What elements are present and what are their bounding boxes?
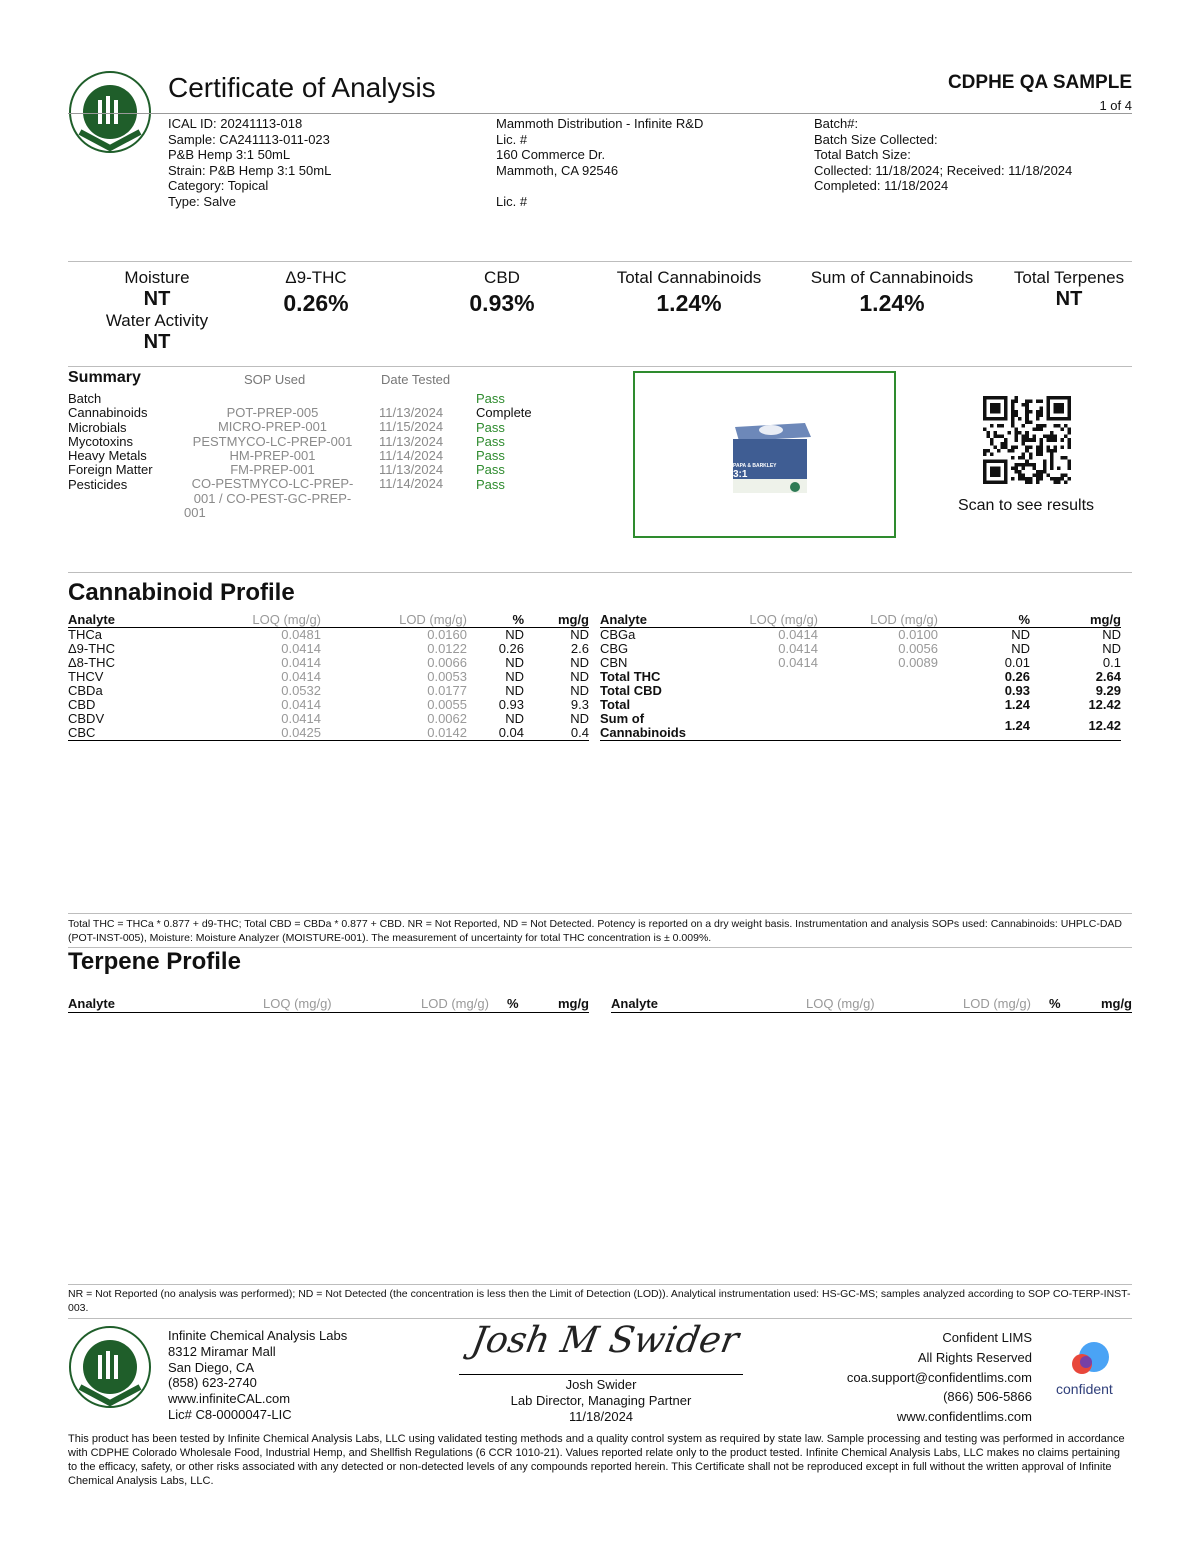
kpi-cbd bbox=[422, 268, 582, 317]
lod: 0.0089 bbox=[898, 655, 938, 670]
qr-code[interactable] bbox=[983, 396, 1071, 484]
kpi-label: Water Activity bbox=[105, 311, 209, 330]
sum-label bbox=[600, 712, 690, 741]
mg: ND bbox=[570, 669, 589, 684]
total-label: Total THC bbox=[600, 669, 661, 684]
cannabinoid-title: Cannabinoid Profile bbox=[68, 579, 295, 606]
lims-line[interactable]: www.confidentlims.com bbox=[896, 1409, 1032, 1425]
sample-info-line: P&B Hemp 3:1 50mL bbox=[168, 147, 291, 162]
analyte: CBC bbox=[68, 726, 158, 741]
total-label: Total CBD bbox=[600, 683, 662, 698]
analyte: CBG bbox=[600, 641, 629, 656]
summary-date: 11/15/2024 bbox=[379, 419, 444, 435]
summary-result: Pass bbox=[476, 433, 505, 449]
lab-contact-line[interactable]: www.infiniteCAL.com bbox=[168, 1391, 291, 1407]
kpi-total-cannabinoids bbox=[600, 268, 778, 317]
kpi-moisture bbox=[82, 268, 232, 354]
kpi-value: 0.93% bbox=[469, 290, 535, 316]
col-pct: % bbox=[938, 613, 1030, 628]
mg: 0.4 bbox=[524, 726, 589, 741]
lab-contact-line: 8312 Miramar Mall bbox=[168, 1343, 276, 1359]
summary-result: Pass bbox=[476, 391, 505, 406]
summary-sop: FM-PREP-001 bbox=[230, 462, 315, 478]
page-number: 1 of 4 bbox=[1099, 98, 1132, 113]
pct: 1.24 bbox=[1004, 697, 1030, 712]
summary-result: Complete bbox=[476, 405, 532, 421]
client-info-line: Mammoth Distribution - Infinite R&D bbox=[496, 116, 704, 131]
mg: ND bbox=[570, 683, 589, 698]
table-row bbox=[600, 642, 1121, 656]
summary-sop: PESTMYCO-LC-PREP-001 bbox=[192, 433, 353, 449]
table-row bbox=[68, 628, 589, 643]
client-info-line: Lic. # bbox=[496, 131, 528, 147]
pct: ND bbox=[1011, 627, 1030, 642]
client-info bbox=[496, 116, 703, 210]
kpi-total-terpenes bbox=[1004, 268, 1134, 311]
summary-label: Heavy Metals bbox=[68, 448, 147, 464]
col-lod: LOD (mg/g) bbox=[321, 613, 467, 628]
pct: ND bbox=[505, 683, 524, 698]
summary-sop: POT-PREP-005 bbox=[226, 405, 319, 420]
confident-brand: confident bbox=[1056, 1381, 1113, 1397]
summary-sop: MICRO-PREP-001 bbox=[217, 419, 328, 435]
pct: 0.93 bbox=[498, 697, 524, 712]
pct: 0.26 bbox=[1004, 669, 1030, 684]
col-loq: LOQ (mg/g) bbox=[806, 996, 875, 1011]
sum-label-line: Cannabinoids bbox=[600, 725, 686, 740]
loq: 0.0414 bbox=[778, 627, 818, 642]
signer-line: 11/18/2024 bbox=[568, 1409, 634, 1424]
pct: ND bbox=[1011, 641, 1030, 656]
mg: ND bbox=[1102, 627, 1121, 642]
summary-result: Pass bbox=[476, 462, 505, 478]
summary-date: 11/13/2024 bbox=[379, 433, 444, 449]
table-row bbox=[68, 656, 589, 670]
batch-info-line: Completed: 11/18/2024 bbox=[814, 178, 949, 193]
summary-label: Microbials bbox=[68, 419, 127, 435]
lod: 0.0062 bbox=[427, 711, 467, 726]
lod: 0.0056 bbox=[898, 641, 938, 656]
sample-info-line: Type: Salve bbox=[168, 193, 236, 209]
mg: ND bbox=[570, 711, 589, 726]
qa-sample-label: CDPHE QA SAMPLE bbox=[947, 72, 1132, 93]
loq: 0.0414 bbox=[281, 669, 321, 684]
analyte: THCV bbox=[68, 669, 104, 684]
product-image-frame bbox=[633, 371, 896, 538]
summary-date: 11/13/2024 bbox=[379, 405, 444, 420]
col-pct: % bbox=[507, 996, 519, 1011]
mg: 12.42 bbox=[1088, 697, 1121, 712]
mg: ND bbox=[570, 627, 589, 642]
col-analyte: Analyte bbox=[68, 613, 158, 628]
batch-info-line: Batch#: bbox=[814, 116, 859, 131]
lod: 0.0055 bbox=[427, 697, 467, 712]
col-mg: mg/g bbox=[557, 996, 589, 1011]
col-loq: LOQ (mg/g) bbox=[263, 996, 332, 1011]
sum-label-line: Sum of bbox=[600, 711, 645, 726]
product-image bbox=[727, 417, 813, 497]
lab-contact bbox=[168, 1328, 347, 1423]
lod: 0.0066 bbox=[427, 655, 467, 670]
analyte: CBN bbox=[600, 655, 628, 670]
lod: 0.0053 bbox=[427, 669, 467, 684]
kpi-label: Sum of Cannabinoids bbox=[810, 268, 974, 287]
pct: ND bbox=[505, 627, 524, 642]
loq: 0.0425 bbox=[158, 726, 321, 741]
loq: 0.0414 bbox=[778, 641, 818, 656]
sum-row bbox=[600, 712, 1121, 741]
analyte: CBGa bbox=[600, 627, 636, 642]
page-title: Certificate of Analysis bbox=[168, 72, 436, 103]
col-mg: mg/g bbox=[1100, 996, 1132, 1011]
loq: 0.0481 bbox=[281, 627, 321, 642]
sample-info-line: Sample: CA241113-011-023 bbox=[168, 131, 330, 147]
batch-info bbox=[814, 116, 1072, 194]
sample-info-line: ICAL ID: 20241113-018 bbox=[168, 116, 303, 131]
summary-result: Pass bbox=[476, 448, 505, 464]
col-analyte: Analyte bbox=[611, 996, 658, 1011]
analyte: Δ8-THC bbox=[68, 655, 115, 670]
terpene-header-left bbox=[68, 996, 589, 1013]
loq: 0.0414 bbox=[281, 655, 321, 670]
kpi-value: 0.26% bbox=[283, 290, 349, 316]
loq: 0.0414 bbox=[281, 697, 321, 712]
summary-sop: 001 bbox=[184, 505, 206, 521]
lab-contact-line: Lic# C8-0000047-LIC bbox=[168, 1406, 292, 1422]
kpi-value: NT bbox=[143, 331, 171, 353]
sample-info-line: Strain: P&B Hemp 3:1 50mL bbox=[168, 162, 332, 178]
kpi-label: Δ9-THC bbox=[285, 268, 347, 287]
lims-line: (866) 506-5866 bbox=[943, 1389, 1032, 1405]
summary-sop: CO-PESTMYCO-LC-PREP- bbox=[191, 476, 354, 492]
col-lod: LOD (mg/g) bbox=[818, 613, 938, 628]
signer-line: Josh Swider bbox=[565, 1377, 637, 1392]
batch-info-line: Total Batch Size: bbox=[814, 147, 911, 162]
table-row bbox=[68, 642, 589, 656]
col-pct: % bbox=[467, 613, 524, 628]
client-info-line: 160 Commerce Dr. bbox=[496, 147, 606, 162]
mg: 9.29 bbox=[1095, 683, 1121, 698]
summary-date: 11/14/2024 bbox=[379, 447, 444, 463]
summary-label: Cannabinoids bbox=[68, 405, 148, 421]
table-row bbox=[600, 656, 1121, 670]
summary-label: Mycotoxins bbox=[68, 433, 134, 449]
lab-contact-line: (858) 623-2740 bbox=[168, 1375, 257, 1391]
kpi-value: NT bbox=[143, 288, 171, 310]
analyte: CBDV bbox=[68, 711, 105, 726]
summary-sop: HM-PREP-001 bbox=[229, 447, 316, 463]
confident-logo-icon bbox=[1066, 1340, 1114, 1380]
terpene-header-right bbox=[611, 996, 1132, 1013]
analyte: CBD bbox=[68, 697, 96, 712]
table-row bbox=[68, 726, 589, 741]
pct: 0.26 bbox=[498, 641, 524, 656]
cannabinoid-note: Total THC = THCa * 0.877 + d9-THC; Total CBD = CBDa * 0.877 + CBD. NR = Not Reported, ND = Not Detected. Potency is reported on a dry weight basis. Instrumentation and analysis SOPs used: Cannabinoids: UHPLC-DAD (POT-INST-005), Moisture: Moisture Analyzer (MOISTURE-001). The measurement of uncertainty for total THC concentration is ± 0.009%. bbox=[68, 918, 1122, 944]
mg: 2.64 bbox=[1095, 669, 1121, 684]
summary-title: Summary bbox=[68, 369, 141, 386]
pct: 0.93 bbox=[1004, 683, 1030, 698]
lims-line[interactable]: coa.support@confidentlims.com bbox=[846, 1369, 1032, 1385]
kpi-value: 1.24% bbox=[859, 290, 925, 316]
table-row bbox=[68, 698, 589, 712]
kpi-value: NT bbox=[1055, 288, 1083, 310]
col-loq: LOQ (mg/g) bbox=[158, 613, 321, 628]
summary-label: Foreign Matter bbox=[68, 462, 153, 478]
client-license: Lic. # bbox=[496, 194, 528, 209]
sample-info-line: Category: Topical bbox=[168, 178, 269, 193]
sample-info bbox=[168, 116, 331, 209]
lod: 0.0122 bbox=[427, 641, 467, 656]
col-analyte: Analyte bbox=[68, 996, 115, 1011]
col-mg: mg/g bbox=[524, 613, 589, 628]
product-label: 3:1 bbox=[733, 469, 748, 480]
table-row bbox=[600, 628, 1121, 643]
kpi-label: CBD bbox=[484, 268, 520, 287]
batch-info-line: Collected: 11/18/2024; Received: 11/18/2024 bbox=[814, 162, 1073, 178]
summary-labels bbox=[68, 392, 153, 492]
disclaimer: This product has been tested by Infinite Chemical Analysis Labs, LLC using validated testing methods and a quality control system as required by state law. Sample processing and testing was performed in accordance with CDPHE Colorado Wholesale Food, Industrial Hemp, and Shellfish Regulations (6 CCR 1010-21). Values reported relate only to the product tested. Infinite Chemical Analysis Labs, LLC makes no claims pertaining to the efficacy, safety, or other risks associated with any detected or non-detected levels of any compounds reported herein. This Certificate shall not be reproduced except in full without the written approval of Infinite Chemical Analysis Labs, LLC. bbox=[68, 1433, 1125, 1487]
summary-result: Pass bbox=[476, 476, 505, 492]
cannabinoid-table-right bbox=[600, 613, 1121, 741]
lims-line: Confident LIMS bbox=[942, 1330, 1032, 1345]
summary-results bbox=[476, 392, 532, 492]
client-info-line: Mammoth, CA 92546 bbox=[496, 162, 619, 178]
product-brand: PAPA & BARKLEY bbox=[733, 463, 777, 469]
lab-contact-line: Infinite Chemical Analysis Labs bbox=[168, 1328, 348, 1343]
col-lod: LOD (mg/g) bbox=[963, 996, 1031, 1011]
col-lod: LOD (mg/g) bbox=[421, 996, 489, 1011]
loq: 0.0414 bbox=[778, 655, 818, 670]
kpi-label: Total Terpenes bbox=[1013, 268, 1125, 287]
lod: 0.0100 bbox=[898, 627, 938, 642]
summary-sops bbox=[170, 406, 375, 520]
signer-info bbox=[459, 1377, 743, 1425]
scan-text: Scan to see results bbox=[957, 497, 1095, 514]
mg: 12.42 bbox=[1030, 712, 1121, 741]
col-loq: LOQ (mg/g) bbox=[690, 613, 818, 628]
signature: Josh M Swider bbox=[468, 1320, 742, 1361]
analyte: THCa bbox=[68, 627, 102, 642]
terpene-note: NR = Not Reported (no analysis was performed); ND = Not Detected (the concentration is less then the Limit of Detection (LOD)). Analytical instrumentation used: HS-GC-MS; samples analyzed according to SOP CO-TERP-INST-003. bbox=[68, 1288, 1131, 1314]
kpi-label: Total Cannabinoids bbox=[616, 268, 762, 287]
lims-contact bbox=[847, 1328, 1032, 1427]
mg: 2.6 bbox=[570, 641, 589, 656]
kpi-value: 1.24% bbox=[656, 290, 722, 316]
mg: 0.1 bbox=[1102, 655, 1121, 670]
col-pct: % bbox=[1049, 996, 1061, 1011]
table-row bbox=[68, 670, 589, 684]
summary-result: Pass bbox=[476, 419, 505, 435]
summary-label: Batch bbox=[68, 391, 102, 406]
pct: 1.24 bbox=[938, 712, 1030, 741]
date-header: Date Tested bbox=[381, 372, 451, 387]
summary-date: 11/13/2024 bbox=[379, 462, 444, 478]
loq: 0.0414 bbox=[281, 711, 321, 726]
lims-line: All Rights Reserved bbox=[917, 1349, 1032, 1365]
lab-contact-line: San Diego, CA bbox=[168, 1359, 254, 1375]
pct: ND bbox=[505, 669, 524, 684]
signer-line: Lab Director, Managing Partner bbox=[510, 1393, 692, 1408]
pct: 0.04 bbox=[467, 726, 524, 741]
analyte: CBDa bbox=[68, 683, 103, 698]
lab-logo-icon bbox=[68, 1325, 152, 1409]
kpi-label: Moisture bbox=[124, 268, 190, 287]
kpi-sum-cannabinoids bbox=[800, 268, 984, 317]
mg: 9.3 bbox=[570, 697, 589, 712]
batch-info-line: Batch Size Collected: bbox=[814, 131, 938, 147]
pct: 0.01 bbox=[1004, 655, 1030, 670]
col-analyte: Analyte bbox=[600, 613, 690, 628]
total-row bbox=[600, 684, 1121, 698]
pct: ND bbox=[505, 711, 524, 726]
total-row bbox=[600, 670, 1121, 684]
summary-label: Pesticides bbox=[68, 476, 128, 492]
pct: ND bbox=[505, 655, 524, 670]
lod: 0.0142 bbox=[321, 726, 467, 741]
mg: ND bbox=[1102, 641, 1121, 656]
table-row bbox=[68, 684, 589, 698]
analyte: Δ9-THC bbox=[68, 641, 115, 656]
lod: 0.0160 bbox=[427, 627, 467, 642]
sop-header: SOP Used bbox=[244, 372, 306, 387]
summary-date: 11/14/2024 bbox=[379, 476, 444, 492]
kpi-thc bbox=[236, 268, 396, 317]
lod: 0.0177 bbox=[427, 683, 467, 698]
total-label: Total bbox=[600, 697, 631, 712]
summary-dates bbox=[379, 406, 443, 492]
loq: 0.0414 bbox=[281, 641, 321, 656]
mg: ND bbox=[570, 655, 589, 670]
col-mg: mg/g bbox=[1030, 613, 1121, 628]
table-row bbox=[68, 712, 589, 726]
summary-sop: 001 / CO-PEST-GC-PREP- bbox=[193, 490, 352, 506]
loq: 0.0532 bbox=[281, 683, 321, 698]
lab-logo-icon bbox=[68, 70, 152, 154]
cannabinoid-table-left bbox=[68, 613, 589, 741]
terpene-title: Terpene Profile bbox=[68, 948, 241, 975]
total-row bbox=[600, 698, 1121, 712]
